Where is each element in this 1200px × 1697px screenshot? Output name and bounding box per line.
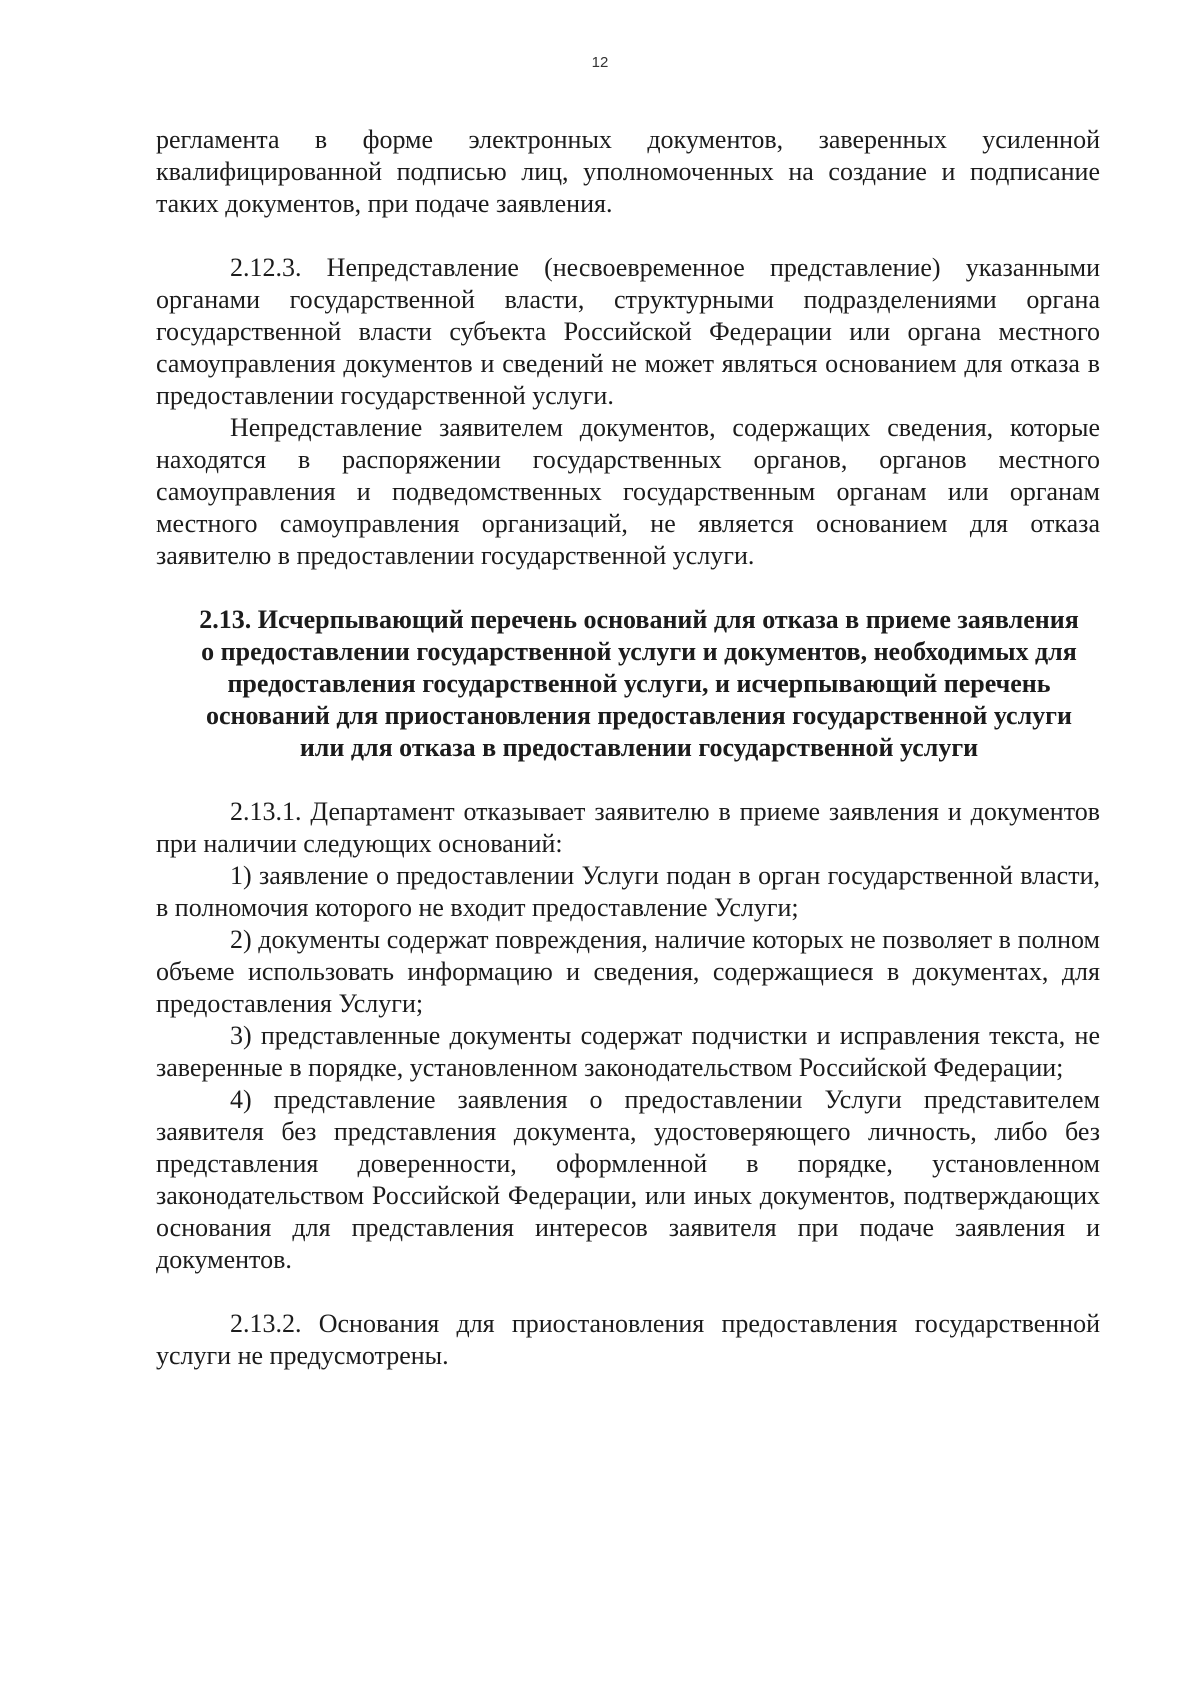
list-item-2: 2) документы содержат повреждения, наличие которых не позволяет в полном объеме использовать информацию и сведения, содержащиеся в документах, для предоставления Услуги;: [156, 925, 1100, 1018]
page-number: 12: [591, 54, 609, 71]
paragraph-2-12-3: 2.12.3. Непредставление (несвоевременное представление) указанными органами государственной власти, структурными подразделениями органа государственной власти субъекта Российской Федерации или органа местного самоуправления документов и сведений не может являться основанием для отказа в предоставлении государственной услуги.: [156, 253, 1100, 410]
list-item-4: 4) представление заявления о предоставлении Услуги представителем заявителя без представления документа, удостоверяющего личность, либо без представления доверенности, оформленной в порядке, установленном законодательством Российской Федерации, или иных документов, подтверждающих основания для представления интересов заявителя при подаче заявления и документов.: [156, 1085, 1100, 1274]
document-body: [156, 124, 1100, 1372]
paragraph-non-submission: Непредставление заявителем документов, содержащих сведения, которые находятся в распоряжении государственных органов, органов местного самоуправления и подведомственных государственным органам или органам местного самоуправления организаций, не является основанием для отказа заявителю в предоставлении государственной услуги.: [156, 413, 1100, 570]
paragraph-2-13-2: 2.13.2. Основания для приостановления предоставления государственной услуги не предусмотрены.: [156, 1309, 1100, 1370]
paragraph-2-13-1-intro: 2.13.1. Департамент отказывает заявителю в приеме заявления и документов при наличии следующих оснований:: [156, 797, 1100, 858]
section-heading-2-13: 2.13. Исчерпывающий перечень оснований для отказа в приеме заявления о предоставлении государственной услуги и документов, необходимых для предоставления государственной услуги, и исчерпывающий перечень оснований для приостановления предоставления государственной услуги или для отказа в предоставлении государственной услуги: [199, 605, 1079, 762]
list-item-1: 1) заявление о предоставлении Услуги подан в орган государственной власти, в полномочия которого не входит предоставление Услуги;: [156, 861, 1100, 922]
paragraph-continuation: регламента в форме электронных документов, заверенных усиленной квалифицированной подписью лиц, уполномоченных на создание и подписание таких документов, при подаче заявления.: [156, 125, 1100, 218]
list-item-3: 3) представленные документы содержат подчистки и исправления текста, не заверенные в порядке, установленном законодательством Российской Федерации;: [156, 1021, 1100, 1082]
